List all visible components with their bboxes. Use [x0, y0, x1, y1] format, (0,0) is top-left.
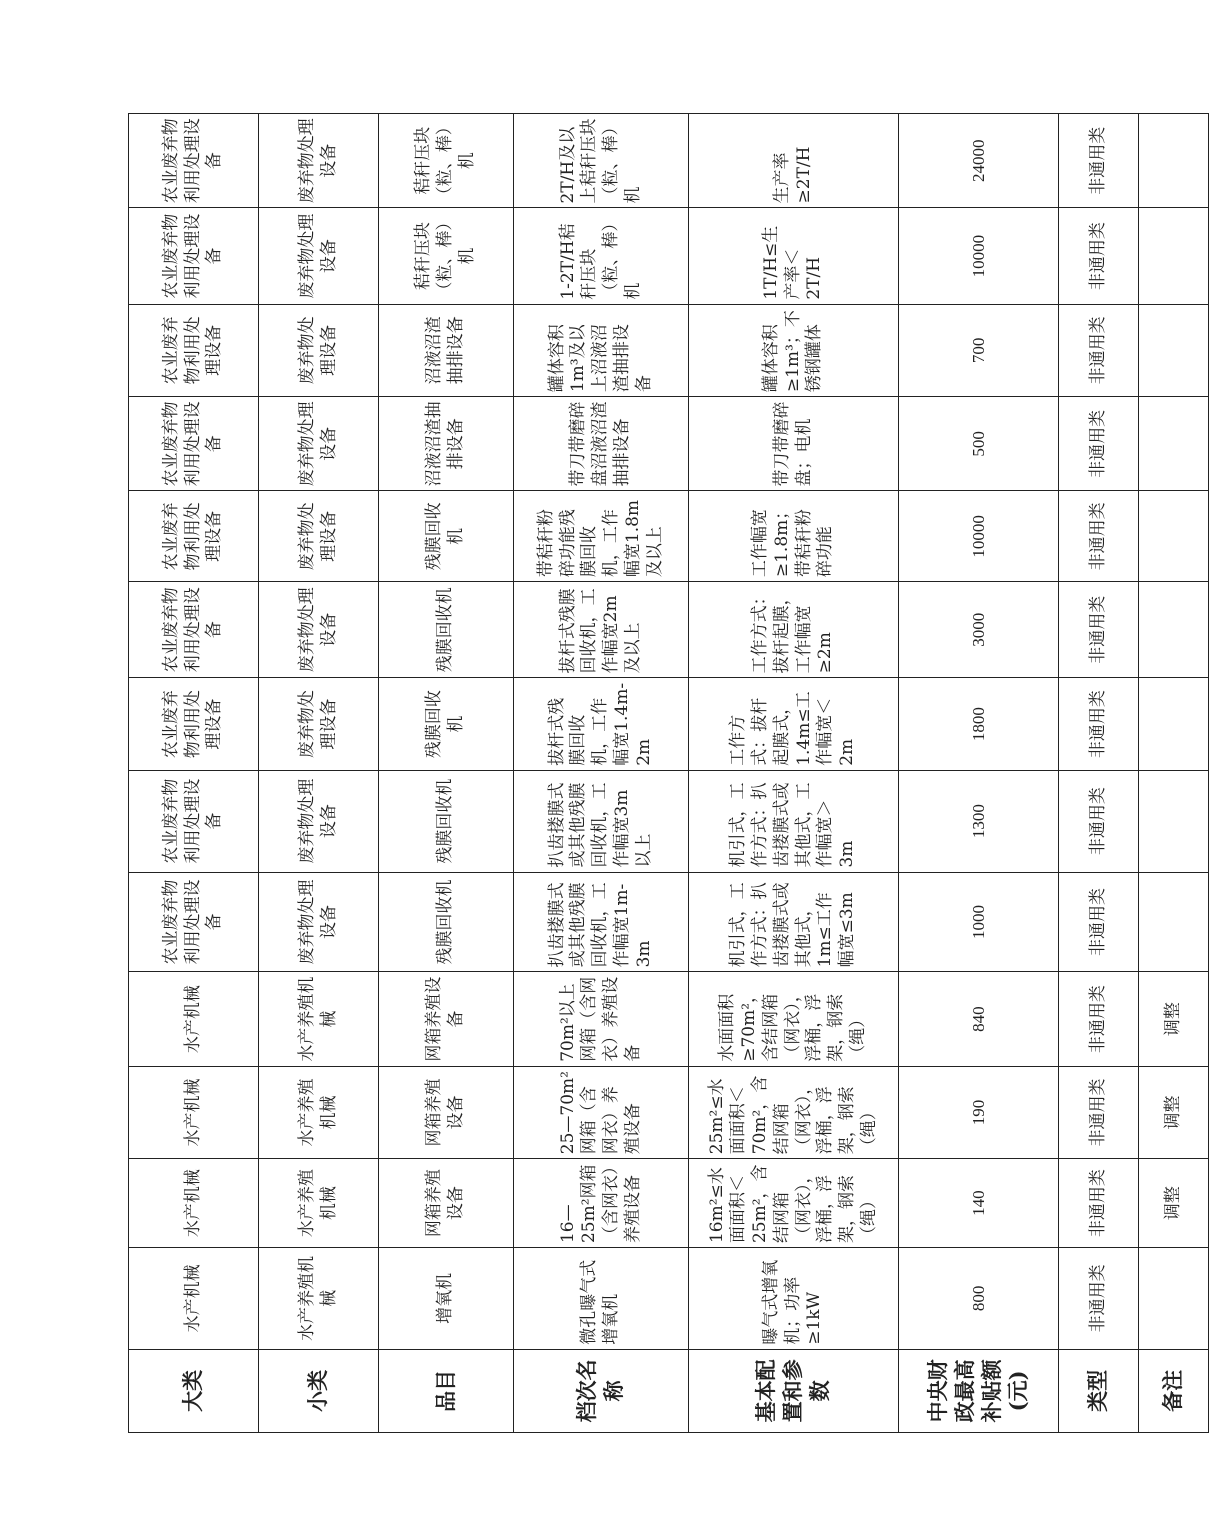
cell-canshu: 曝气式增氧机；功率≥1kW — [689, 1248, 899, 1350]
cell-beizhu: 调整 — [1139, 1066, 1209, 1158]
cell-dalei: 农业废弃物利用处理设备 — [129, 114, 259, 208]
column-header: 档次名称 — [514, 1349, 689, 1432]
cell-leixing: 非通用类 — [1059, 491, 1139, 582]
cell-leixing: 非通用类 — [1059, 208, 1139, 304]
cell-pinmu: 网箱养殖设备 — [379, 1066, 514, 1158]
cell-dalei: 农业废弃物利用处理设备 — [129, 397, 259, 491]
cell-pinmu: 秸秆压块（粒、棒）机 — [379, 114, 514, 208]
cell-dalei: 农业废弃物利用处理设备 — [129, 872, 259, 972]
column-header: 大类 — [129, 1349, 259, 1432]
cell-dalei: 农业废弃物利用处理设备 — [129, 304, 259, 396]
cell-beizhu — [1139, 872, 1209, 972]
field-row-leixing — [1059, 114, 1139, 1433]
column-header: 备注 — [1139, 1349, 1209, 1432]
field-row-butie — [899, 114, 1059, 1433]
cell-canshu: 机引式，工作方式：扒齿搂膜式或其他式，1m≤工作幅宽≤3m — [689, 872, 899, 972]
cell-xiaolei: 水产养殖机械 — [259, 1066, 379, 1158]
cell-leixing: 非通用类 — [1059, 770, 1139, 872]
cell-dalei: 农业废弃物利用处理设备 — [129, 491, 259, 582]
cell-dangci: 微孔曝气式增氧机 — [514, 1248, 689, 1350]
cell-leixing: 非通用类 — [1059, 304, 1139, 396]
cell-xiaolei: 废弃物处理设备 — [259, 208, 379, 304]
cell-xiaolei: 水产养殖机械 — [259, 1248, 379, 1350]
cell-dangci: 带秸秆粉碎功能残膜回收机，工作幅宽1.8m及以上 — [514, 491, 689, 582]
cell-leixing: 非通用类 — [1059, 1066, 1139, 1158]
column-header: 品目 — [379, 1349, 514, 1432]
cell-pinmu: 沼液沼渣抽排设备 — [379, 397, 514, 491]
cell-dangci: 1-2T/H秸秆压块（粒、棒）机 — [514, 208, 689, 304]
cell-pinmu: 残膜回收机 — [379, 582, 514, 678]
cell-butie: 24000 — [899, 114, 1059, 208]
cell-canshu: 水面面积≥70m²，含结网箱（网衣），浮桶，浮架，钢索（绳） — [689, 972, 899, 1066]
cell-beizhu — [1139, 582, 1209, 678]
cell-butie: 140 — [899, 1159, 1059, 1248]
cell-dalei: 农业废弃物利用处理设备 — [129, 770, 259, 872]
cell-dalei: 水产机械 — [129, 1066, 259, 1158]
column-header: 基本配置和参数 — [689, 1349, 899, 1432]
cell-beizhu: 调整 — [1139, 972, 1209, 1066]
cell-leixing: 非通用类 — [1059, 114, 1139, 208]
cell-canshu: 25m²≤水面面积＜70m²，含结网箱（网衣），浮桶，浮架，钢索（绳） — [689, 1066, 899, 1158]
field-row-pinmu — [379, 114, 514, 1433]
cell-pinmu: 增氧机 — [379, 1248, 514, 1350]
cell-leixing: 非通用类 — [1059, 678, 1139, 770]
cell-xiaolei: 废弃物处理设备 — [259, 770, 379, 872]
cell-xiaolei: 废弃物处理设备 — [259, 582, 379, 678]
field-row-dalei — [129, 114, 259, 1433]
cell-beizhu — [1139, 114, 1209, 208]
column-header: 类型 — [1059, 1349, 1139, 1432]
cell-xiaolei: 水产养殖机械 — [259, 1159, 379, 1248]
cell-canshu: 工作幅宽≥1.8m；带秸秆粉碎功能 — [689, 491, 899, 582]
cell-dangci: 罐体容积1m³及以上沼液沼渣抽排设备 — [514, 304, 689, 396]
cell-leixing: 非通用类 — [1059, 1248, 1139, 1350]
subsidy-table — [128, 113, 1209, 1433]
cell-canshu: 16m²≤水面面积＜25m²，含结网箱（网衣），浮桶，浮架，钢索（绳） — [689, 1159, 899, 1248]
cell-canshu: 带刀带磨碎盘；电机 — [689, 397, 899, 491]
cell-dangci: 扒齿搂膜式或其他残膜回收机，工作幅宽3m以上 — [514, 770, 689, 872]
cell-dalei: 水产机械 — [129, 1248, 259, 1350]
cell-dangci: 拔杆式残膜回收机，工作幅宽2m及以上 — [514, 582, 689, 678]
cell-xiaolei: 废弃物处理设备 — [259, 491, 379, 582]
cell-beizhu — [1139, 491, 1209, 582]
cell-xiaolei: 水产养殖机械 — [259, 972, 379, 1066]
cell-dalei: 农业废弃物利用处理设备 — [129, 208, 259, 304]
cell-butie: 190 — [899, 1066, 1059, 1158]
cell-pinmu: 残膜回收机 — [379, 678, 514, 770]
cell-dalei: 水产机械 — [129, 972, 259, 1066]
cell-dalei: 农业废弃物利用处理设备 — [129, 582, 259, 678]
cell-beizhu — [1139, 1248, 1209, 1350]
cell-beizhu — [1139, 770, 1209, 872]
cell-dangci: 25—70m²网箱（含网衣）养殖设备 — [514, 1066, 689, 1158]
cell-canshu: 工作方式：拔杆起膜式，1.4m≤工作幅宽＜2m — [689, 678, 899, 770]
cell-pinmu: 残膜回收机 — [379, 491, 514, 582]
cell-pinmu: 网箱养殖设备 — [379, 1159, 514, 1248]
field-row-xiaolei — [259, 114, 379, 1433]
cell-xiaolei: 废弃物处理设备 — [259, 114, 379, 208]
cell-canshu: 1T/H≤生产率＜2T/H — [689, 208, 899, 304]
cell-canshu: 机引式，工作方式：扒齿搂膜式或其他式，工作幅宽＞3m — [689, 770, 899, 872]
cell-leixing: 非通用类 — [1059, 582, 1139, 678]
field-row-beizhu — [1139, 114, 1209, 1433]
cell-beizhu — [1139, 208, 1209, 304]
cell-leixing: 非通用类 — [1059, 972, 1139, 1066]
cell-pinmu: 网箱养殖设备 — [379, 972, 514, 1066]
cell-butie: 3000 — [899, 582, 1059, 678]
field-row-dangci — [514, 114, 689, 1433]
cell-butie: 10000 — [899, 208, 1059, 304]
cell-canshu: 工作方式：拔杆起膜，工作幅宽≥2m — [689, 582, 899, 678]
cell-pinmu: 沼液沼渣抽排设备 — [379, 304, 514, 396]
rotated-page — [128, 113, 1186, 1433]
cell-canshu: 生产率≥2T/H — [689, 114, 899, 208]
cell-beizhu — [1139, 678, 1209, 770]
column-header: 中央财政最高补贴额(元) — [899, 1349, 1059, 1432]
column-header: 小类 — [259, 1349, 379, 1432]
cell-dangci: 拔杆式残膜回收机，工作幅宽1.4m-2m — [514, 678, 689, 770]
cell-butie: 840 — [899, 972, 1059, 1066]
cell-pinmu: 秸秆压块（粒、棒）机 — [379, 208, 514, 304]
cell-pinmu: 残膜回收机 — [379, 770, 514, 872]
cell-butie: 1000 — [899, 872, 1059, 972]
cell-xiaolei: 废弃物处理设备 — [259, 304, 379, 396]
cell-dangci: 2T/H及以上秸秆压块（粒、棒）机 — [514, 114, 689, 208]
cell-beizhu: 调整 — [1139, 1159, 1209, 1248]
cell-butie: 800 — [899, 1248, 1059, 1350]
cell-dangci: 带刀带磨碎盘沼液沼渣抽排设备 — [514, 397, 689, 491]
cell-xiaolei: 废弃物处理设备 — [259, 397, 379, 491]
cell-dangci: 扒齿搂膜式或其他残膜回收机，工作幅宽1m-3m — [514, 872, 689, 972]
cell-canshu: 罐体容积≥1m³；不锈钢罐体 — [689, 304, 899, 396]
cell-beizhu — [1139, 304, 1209, 396]
cell-dalei: 水产机械 — [129, 1159, 259, 1248]
cell-leixing: 非通用类 — [1059, 397, 1139, 491]
cell-butie: 500 — [899, 397, 1059, 491]
cell-butie: 1300 — [899, 770, 1059, 872]
cell-xiaolei: 废弃物处理设备 — [259, 678, 379, 770]
cell-pinmu: 残膜回收机 — [379, 872, 514, 972]
cell-dangci: 70m²以上网箱（含网衣）养殖设备 — [514, 972, 689, 1066]
cell-dangci: 16—25m²网箱（含网衣）养殖设备 — [514, 1159, 689, 1248]
cell-dalei: 农业废弃物利用处理设备 — [129, 678, 259, 770]
cell-butie: 700 — [899, 304, 1059, 396]
cell-leixing: 非通用类 — [1059, 1159, 1139, 1248]
cell-xiaolei: 废弃物处理设备 — [259, 872, 379, 972]
cell-leixing: 非通用类 — [1059, 872, 1139, 972]
cell-butie: 1800 — [899, 678, 1059, 770]
cell-beizhu — [1139, 397, 1209, 491]
cell-butie: 10000 — [899, 491, 1059, 582]
field-row-canshu — [689, 114, 899, 1433]
